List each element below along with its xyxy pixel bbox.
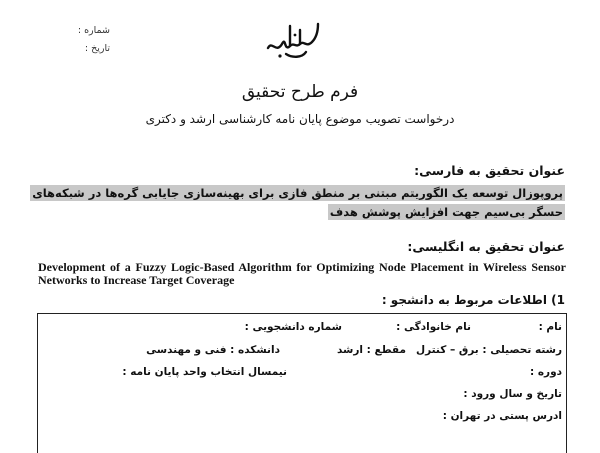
persian-title-block: [32, 184, 565, 222]
persian-title-label: عنوان تحقیق به فارسی:: [414, 163, 565, 178]
address-label: ادرس پستی در تهران :: [442, 410, 562, 422]
semester-label: نیمسال انتخاب واحد پایان نامه :: [122, 366, 287, 378]
form-subtitle: درخواست تصویب موضوع پایان نامه کارشناسی ارشد و دکتری: [145, 112, 455, 126]
date-label: تاریخ :: [84, 43, 110, 54]
number-label: شماره :: [77, 25, 110, 36]
english-title-label: عنوان تحقیق به انگلیسی:: [407, 239, 565, 254]
family-name-label: نام خانوادگی :: [396, 321, 471, 333]
bismillah-logo: [262, 18, 324, 62]
faculty: دانشکده : فنی و مهندسی: [146, 344, 280, 356]
student-section-heading: [382, 293, 565, 307]
student-section-number: 1): [551, 293, 565, 307]
student-info-box: [37, 313, 567, 453]
english-title-text: Development of a Fuzzy Logic-Based Algorithm for Optimizing Node Placement in Wireless Sensor Networks to Increase Target Coverage: [38, 260, 566, 287]
degree-level: مقطع : ارشد: [336, 344, 406, 356]
period-label: دوره :: [529, 366, 562, 378]
name-label: نام :: [538, 321, 562, 333]
field-of-study: رشته تحصیلی : برق – کنترل: [416, 344, 562, 356]
form-title: فرم طرح تحقیق: [241, 82, 359, 102]
student-section-title: اطلاعات مربوط به دانشجو :: [381, 293, 547, 307]
entry-date-label: تاریخ و سال ورود :: [463, 388, 562, 400]
persian-title-text: پروپوزال توسعه یک الگوریتم مبتنی بر منطق فازی برای بهینه‌سازی جایابی گره‌ها در شبکه‌های حسگر بی‌سیم جهت افزایش پوشش هدف: [32, 186, 563, 219]
student-number-label: شماره دانشجویی :: [244, 321, 342, 333]
